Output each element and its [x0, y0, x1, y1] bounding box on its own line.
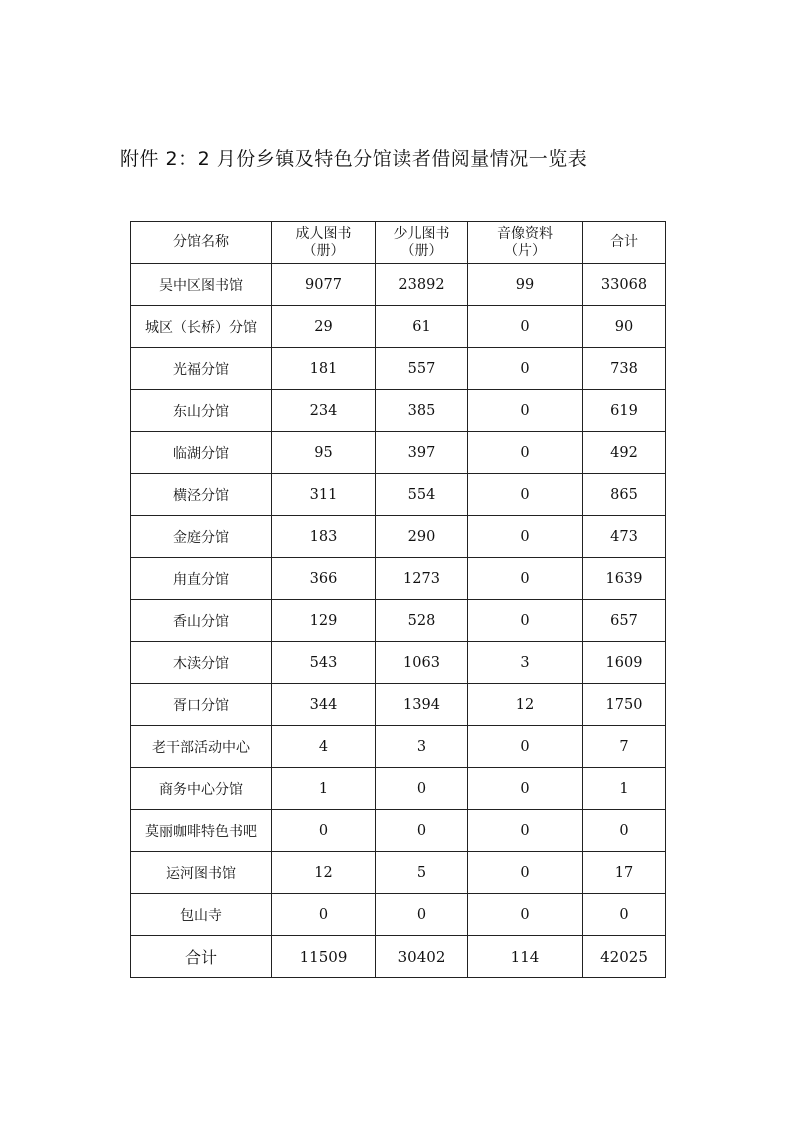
page-title: 附件 2：2 月份乡镇及特色分馆读者借阅量情况一览表	[120, 148, 588, 170]
header-audiovisual-unit: （片）	[504, 242, 546, 259]
cell-adult-books: 9077	[272, 264, 376, 306]
header-total	[583, 222, 666, 264]
cell-total: 33068	[583, 264, 666, 306]
cell-total: 492	[583, 432, 666, 474]
cell-children-books: 1063	[376, 642, 468, 684]
table-total-row	[131, 936, 666, 978]
cell-children-books: 290	[376, 516, 468, 558]
header-adult-books-unit: （册）	[302, 242, 345, 259]
header-total-label: 合计	[610, 234, 638, 250]
cell-total: 1639	[583, 558, 666, 600]
cell-adult-books: 311	[272, 474, 376, 516]
cell-adult-books: 29	[272, 306, 376, 348]
cell-branch-name: 老干部活动中心	[131, 726, 272, 768]
cell-children-books: 5	[376, 852, 468, 894]
cell-branch-name: 莫丽咖啡特色书吧	[131, 810, 272, 852]
header-adult-books-label: 成人图书	[295, 225, 352, 242]
cell-adult-books: 95	[272, 432, 376, 474]
cell-audiovisual: 99	[468, 264, 583, 306]
borrowing-statistics-table	[130, 221, 666, 978]
cell-adult-books: 0	[272, 894, 376, 936]
header-audiovisual-label: 音像资料	[497, 225, 553, 242]
cell-audiovisual: 0	[468, 894, 583, 936]
table-row	[131, 684, 666, 726]
cell-branch-name: 胥口分馆	[131, 684, 272, 726]
cell-children-books: 1394	[376, 684, 468, 726]
cell-total: 0	[583, 894, 666, 936]
header-branch-name-label: 分馆名称	[173, 234, 229, 250]
cell-branch-name: 香山分馆	[131, 600, 272, 642]
header-children-books-unit: （册）	[400, 242, 443, 259]
cell-children-books: 3	[376, 726, 468, 768]
cell-audiovisual: 0	[468, 558, 583, 600]
cell-branch-name: 城区（长桥）分馆	[131, 306, 272, 348]
cell-branch-name: 商务中心分馆	[131, 768, 272, 810]
table-row	[131, 432, 666, 474]
table-row	[131, 516, 666, 558]
cell-audiovisual: 0	[468, 726, 583, 768]
cell-adult-books: 234	[272, 390, 376, 432]
cell-adult-books: 1	[272, 768, 376, 810]
table-row	[131, 390, 666, 432]
cell-children-books: 0	[376, 894, 468, 936]
table-row	[131, 810, 666, 852]
cell-children-books: 385	[376, 390, 468, 432]
cell-total: 0	[583, 810, 666, 852]
table-row	[131, 306, 666, 348]
table-row	[131, 600, 666, 642]
cell-total: 738	[583, 348, 666, 390]
cell-audiovisual: 0	[468, 474, 583, 516]
table-row	[131, 642, 666, 684]
cell-total: 657	[583, 600, 666, 642]
cell-adult-books: 183	[272, 516, 376, 558]
cell-adult-books: 181	[272, 348, 376, 390]
table-row	[131, 348, 666, 390]
cell-adult-books: 129	[272, 600, 376, 642]
cell-branch-name: 吴中区图书馆	[131, 264, 272, 306]
cell-branch-name: 木渎分馆	[131, 642, 272, 684]
header-branch-name	[131, 222, 272, 264]
cell-total: 90	[583, 306, 666, 348]
cell-branch-name: 横泾分馆	[131, 474, 272, 516]
table-header-row	[131, 222, 666, 264]
cell-branch-name: 临湖分馆	[131, 432, 272, 474]
cell-total: 473	[583, 516, 666, 558]
header-audiovisual	[468, 222, 583, 264]
table-row	[131, 264, 666, 306]
cell-children-books: 1273	[376, 558, 468, 600]
cell-children-books: 557	[376, 348, 468, 390]
cell-adult-books: 12	[272, 852, 376, 894]
header-children-books-label: 少儿图书	[393, 225, 450, 242]
total-children-books: 30402	[376, 936, 468, 978]
table-row	[131, 852, 666, 894]
cell-adult-books: 344	[272, 684, 376, 726]
total-audiovisual: 114	[468, 936, 583, 978]
cell-audiovisual: 0	[468, 348, 583, 390]
cell-audiovisual: 3	[468, 642, 583, 684]
total-label: 合计	[131, 936, 272, 978]
cell-audiovisual: 0	[468, 516, 583, 558]
header-children-books	[376, 222, 468, 264]
cell-children-books: 23892	[376, 264, 468, 306]
cell-branch-name: 包山寺	[131, 894, 272, 936]
cell-audiovisual: 0	[468, 600, 583, 642]
cell-total: 1	[583, 768, 666, 810]
cell-total: 865	[583, 474, 666, 516]
cell-audiovisual: 12	[468, 684, 583, 726]
cell-children-books: 61	[376, 306, 468, 348]
cell-branch-name: 甪直分馆	[131, 558, 272, 600]
table-row	[131, 474, 666, 516]
header-adult-books	[272, 222, 376, 264]
cell-children-books: 554	[376, 474, 468, 516]
cell-audiovisual: 0	[468, 852, 583, 894]
cell-total: 17	[583, 852, 666, 894]
cell-children-books: 0	[376, 768, 468, 810]
cell-adult-books: 543	[272, 642, 376, 684]
table-row	[131, 894, 666, 936]
cell-branch-name: 运河图书馆	[131, 852, 272, 894]
cell-children-books: 528	[376, 600, 468, 642]
table-row	[131, 726, 666, 768]
cell-audiovisual: 0	[468, 432, 583, 474]
total-adult-books: 11509	[272, 936, 376, 978]
cell-total: 7	[583, 726, 666, 768]
table-row	[131, 768, 666, 810]
cell-branch-name: 金庭分馆	[131, 516, 272, 558]
cell-adult-books: 366	[272, 558, 376, 600]
cell-branch-name: 光福分馆	[131, 348, 272, 390]
table-row	[131, 558, 666, 600]
cell-adult-books: 0	[272, 810, 376, 852]
cell-total: 1750	[583, 684, 666, 726]
cell-audiovisual: 0	[468, 306, 583, 348]
cell-total: 1609	[583, 642, 666, 684]
cell-branch-name: 东山分馆	[131, 390, 272, 432]
total-grand: 42025	[583, 936, 666, 978]
cell-children-books: 0	[376, 810, 468, 852]
cell-audiovisual: 0	[468, 390, 583, 432]
cell-audiovisual: 0	[468, 810, 583, 852]
cell-audiovisual: 0	[468, 768, 583, 810]
cell-children-books: 397	[376, 432, 468, 474]
cell-total: 619	[583, 390, 666, 432]
cell-adult-books: 4	[272, 726, 376, 768]
